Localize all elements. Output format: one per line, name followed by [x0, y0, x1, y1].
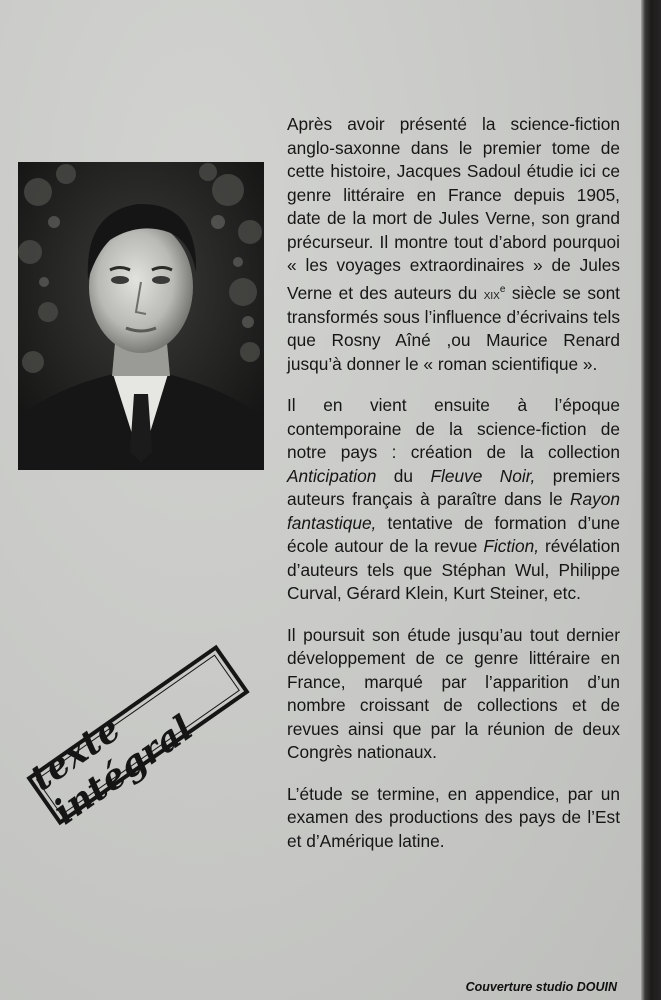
book-spine-edge [641, 0, 661, 1000]
text-segment: Il poursuit son étude jusqu’au tout dernier développement de ce genre littéraire en France, marqué par l’apparition d’un nombre croissant de collections et de revues ainsi que par la réunion de deux Congrès nationaux. [287, 624, 620, 763]
text-segment: L’étude se termine, en appendice, par un examen des productions des pays de l’Est et d’Amérique latine. [287, 783, 620, 851]
text-segment: Anticipation [287, 465, 377, 486]
paragraph-3 [287, 624, 620, 765]
paragraph-1 [287, 113, 620, 376]
text-segment: premiers auteurs français à paraître dans le [287, 465, 620, 510]
text-segment: xix [483, 285, 500, 302]
text-segment: Rayon fantastique, [287, 489, 620, 533]
text-segment: tentative de formation d’une école autour de la revue [287, 512, 620, 557]
cover-credit: Couverture studio DOUIN [465, 980, 617, 994]
paragraph-4 [287, 783, 620, 854]
text-segment: révélation d’auteurs tels que Stéphan Wul, Philippe Curval, Gérard Klein, Kurt Steiner, etc. [287, 536, 620, 604]
text-segment: du [376, 465, 431, 486]
text-segment: Il en vient ensuite à l’époque contemporaine de la science-fiction de notre pays : création de la collection [287, 395, 620, 463]
text-segment: e [499, 283, 506, 295]
stamp-label: texte intégral [22, 707, 201, 833]
paragraph-2 [287, 394, 620, 606]
text-segment: Fiction, [483, 536, 540, 557]
text-segment: Après avoir présenté la science-fiction anglo-saxonne dans le premier tome de cette histoire, Jacques Sadoul étudie ici ce genre littéraire en France depuis 1905, date de la mort de Jules Verne, son grand précurseur. Il montre tout d’abord pourquoi « les voyages extraordinaires » de Jules Verne et des auteurs du [287, 114, 620, 303]
text-segment: siècle se sont transformés sous l’influence d’écrivains tels que Rosny Aîné ,ou Maurice Renard jusqu’à donner le « roman scientifique ». [287, 282, 620, 374]
texte-integral-stamp [22, 645, 249, 833]
author-portrait-photo [18, 162, 264, 470]
text-segment: Fleuve Noir, [430, 465, 536, 486]
back-cover-description [287, 113, 620, 853]
